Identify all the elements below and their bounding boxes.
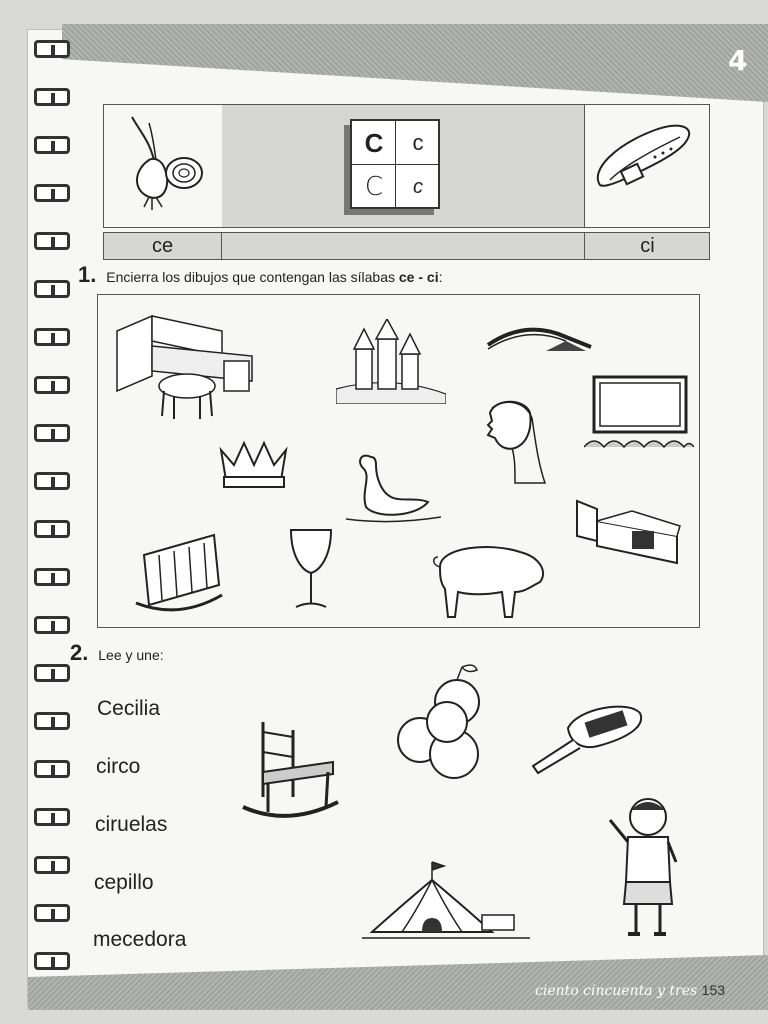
syllable-ci: ci	[584, 233, 710, 259]
plums-icon[interactable]	[392, 662, 492, 784]
exercise-1-picture-box	[97, 294, 700, 628]
spiral-binding	[30, 40, 80, 990]
pig-icon[interactable]	[430, 537, 555, 625]
letter-upper-print: C	[364, 128, 384, 158]
unit-number: 4	[728, 44, 748, 77]
page-number: 153	[701, 982, 726, 998]
bed-icon[interactable]	[572, 491, 684, 571]
rocking-chair-icon[interactable]	[238, 712, 346, 830]
exercise-1-text: Encierra los dibujos que contengan las sílabas	[106, 269, 399, 285]
brush-icon[interactable]	[528, 698, 646, 780]
exercise-2-text: Lee y une:	[98, 647, 164, 663]
boy-cecilia-icon[interactable]	[598, 792, 686, 944]
exercise-1-syllables: ce - ci	[398, 269, 439, 285]
page-footer	[535, 982, 725, 999]
syllable-row	[103, 232, 710, 260]
exercise-2-instruction	[70, 640, 164, 666]
belt-icon	[585, 105, 709, 227]
letter-lower-script: c	[413, 176, 423, 198]
kitchen-icon[interactable]	[112, 301, 262, 426]
wine-glass-icon[interactable]	[286, 525, 336, 613]
exercise-1-instruction	[78, 262, 442, 288]
word-ciruelas[interactable]: ciruelas	[95, 813, 168, 836]
exercise-2-number: 2.	[70, 640, 89, 665]
word-mecedora[interactable]: mecedora	[93, 928, 187, 951]
woman-head-icon[interactable]	[470, 393, 550, 493]
exercise-1-number: 1.	[78, 262, 97, 287]
onion-cell	[104, 105, 223, 227]
castle-icon[interactable]	[336, 319, 446, 404]
cradle-icon[interactable]	[134, 525, 229, 617]
word-cepillo[interactable]: cepillo	[94, 871, 154, 894]
onion-icon	[104, 105, 222, 227]
cinema-screen-icon[interactable]	[584, 375, 694, 450]
letter-upper-script: C	[364, 172, 384, 202]
letters-cell	[222, 105, 585, 227]
belt-cell	[585, 105, 709, 227]
header-table	[103, 104, 710, 228]
letter-card	[350, 119, 440, 209]
word-cecilia[interactable]: Cecilia	[97, 697, 161, 720]
letter-lower-print: c	[412, 130, 424, 155]
page-number-words: ciento cincuenta y tres	[535, 983, 698, 999]
exercise-1-colon: :	[438, 269, 443, 285]
circus-tent-icon[interactable]	[362, 860, 530, 946]
word-circo[interactable]: circo	[96, 755, 141, 778]
bridge-icon[interactable]	[486, 319, 596, 355]
swan-icon[interactable]	[346, 447, 441, 527]
crown-icon[interactable]	[216, 435, 291, 490]
syllable-ce: ce	[104, 233, 222, 259]
